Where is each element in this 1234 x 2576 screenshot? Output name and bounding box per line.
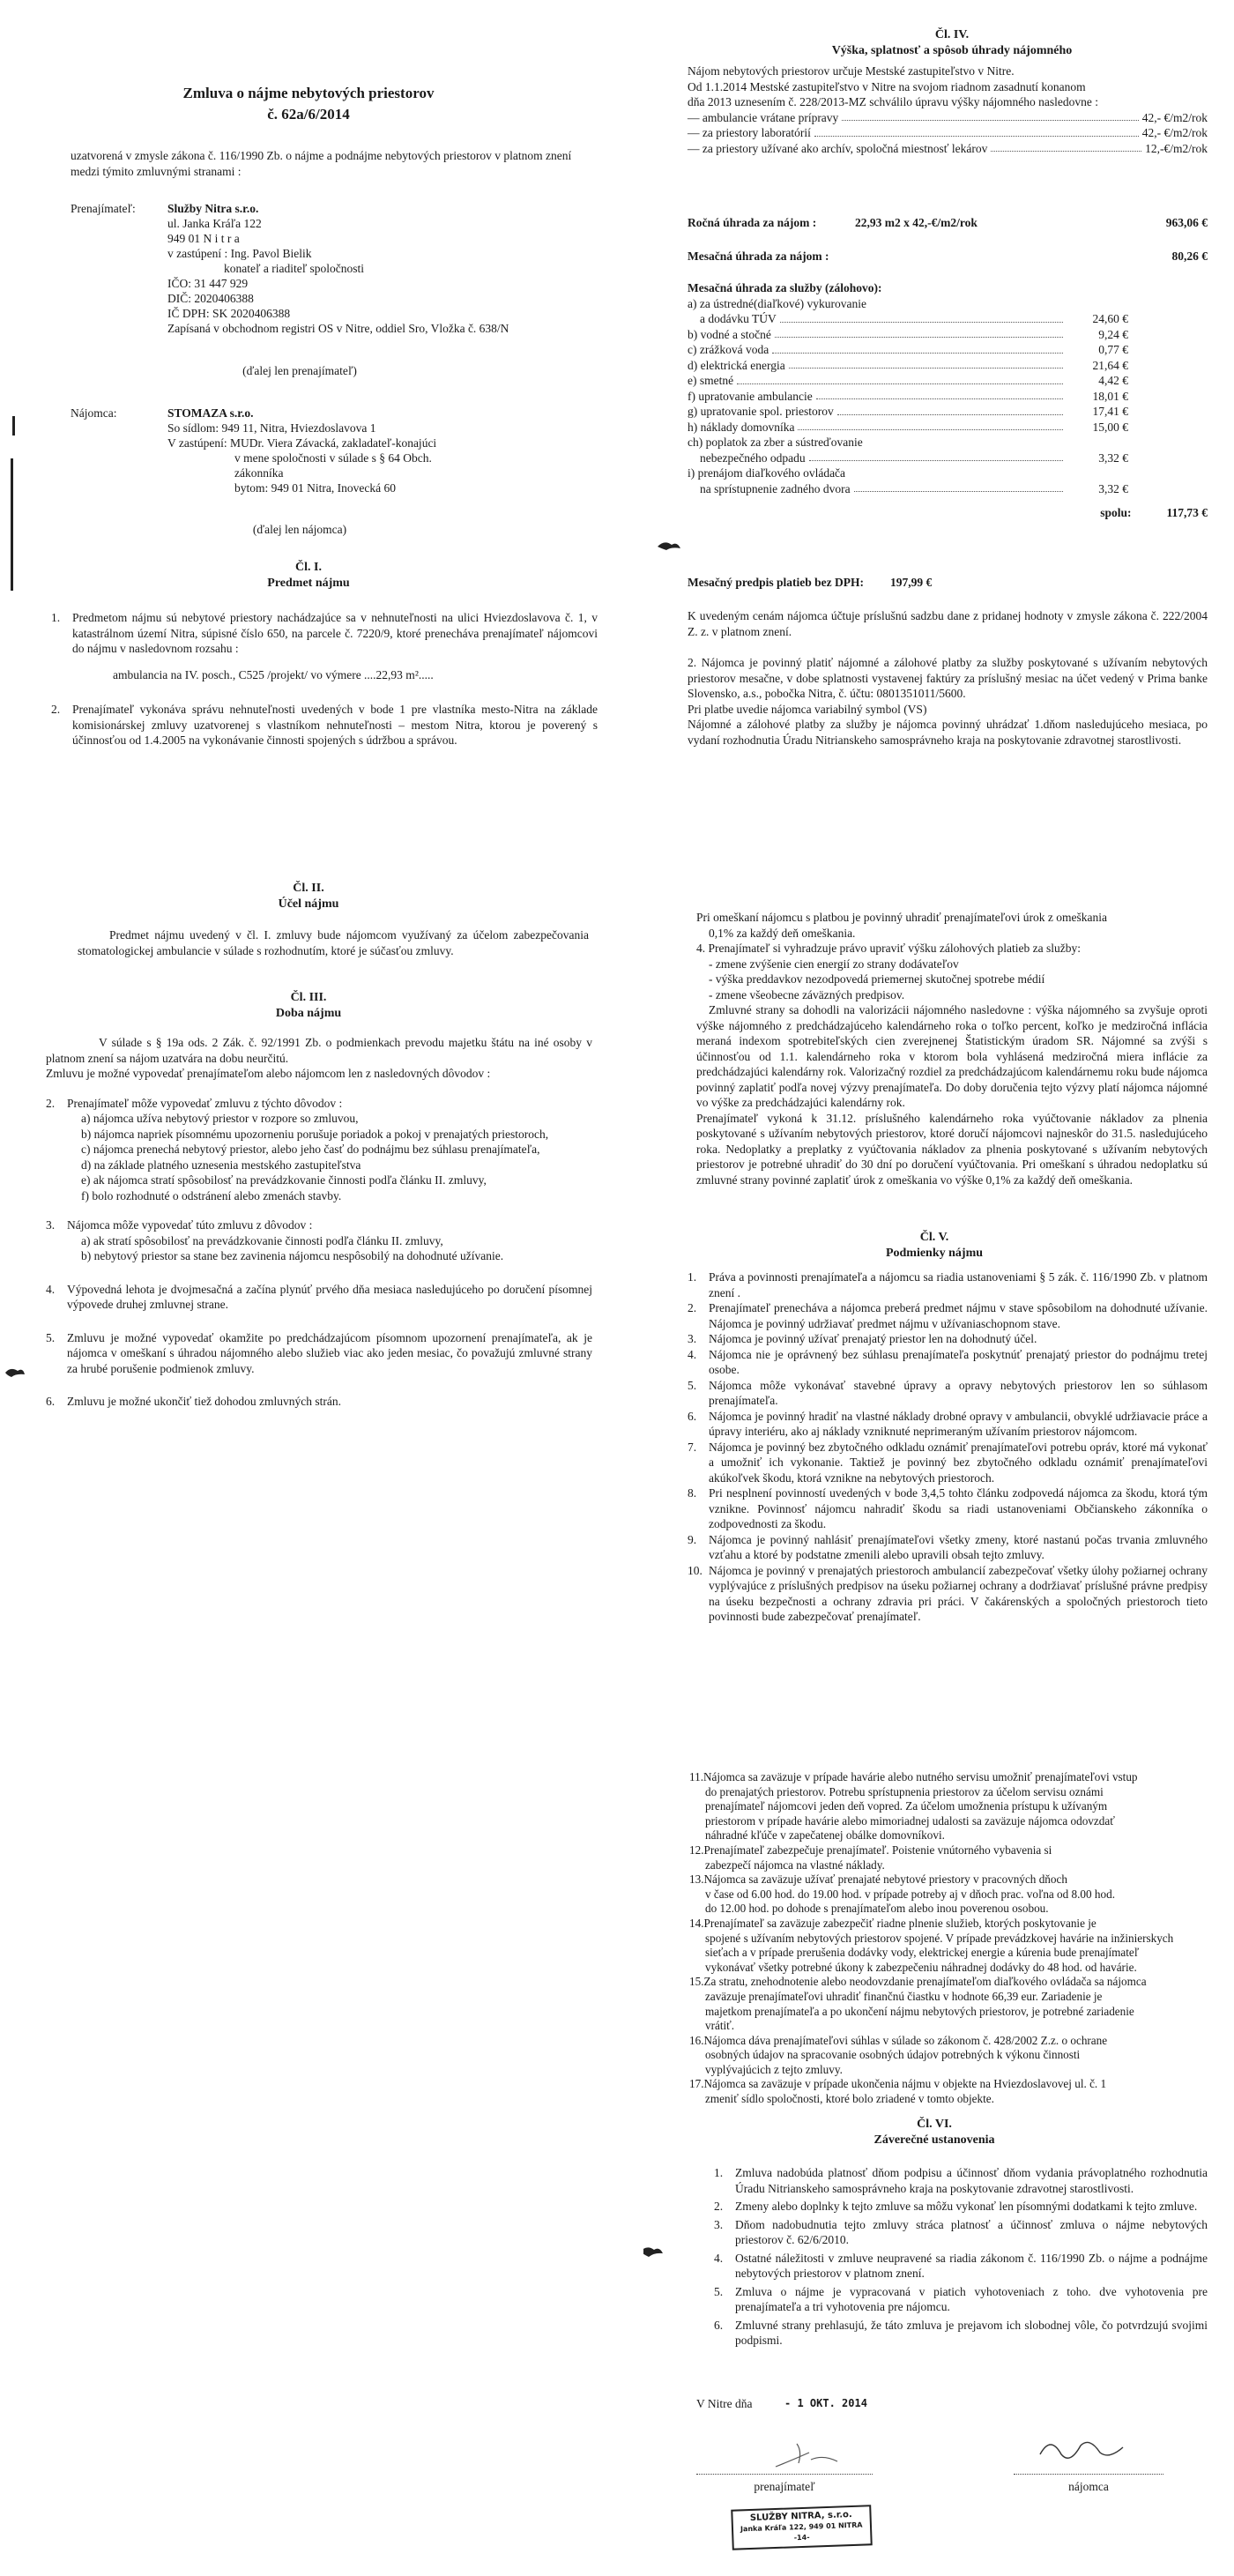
service-row [688, 358, 1128, 374]
page-5 [643, 1728, 1234, 2576]
article-5-item: 1. Práva a povinnosti prenajímateľa a nájomcu sa riadia ustanoveniami § 5 zák. č. 116/1990 Zb. v platnom znení . [688, 1270, 1208, 1299]
service-value: 17,41 € [1092, 405, 1128, 418]
monthly-dph-value: 197,99 € [890, 576, 933, 589]
payment-adjustment-block [696, 910, 1208, 1187]
article-6-item-text: Zmluva o nájme je vypracovaná v piatich vyhotoveniach z toho. dve vyhotovenia pre prenajímateľa a tri vyhotovenia pre nájomcu. [735, 2284, 1208, 2313]
article-6-item: 6. Zmluvné strany prehlasujú, že táto zmluva je prejavom ich slobodnej vôle, čo potvrdzujú svojimi podpismi. [714, 2318, 1208, 2347]
services-title: Mesačná úhrada za služby (zálohovo): [688, 281, 882, 294]
rates-block [688, 63, 1208, 156]
article-6-title: Záverečné ustanovenia [873, 2133, 995, 2147]
tenant-line: v mene spoločnosti v súlade s § 64 Obch. [234, 451, 432, 465]
service-row [688, 373, 1128, 389]
service-row [688, 404, 1128, 420]
rate-label: — ambulancie vrátane prípravy [688, 110, 839, 124]
obligation-line: 13.Nájomca sa zaväzuje užívať prenajaté nebytové priestory v pracovných dňoch [689, 1872, 1067, 1887]
payment-paragraph: 2. Nájomca je povinný platiť nájomné a zálohové platby za služby poskytované s užívaním nebytových priestorov mesačne, v dobe splatnosti vystavenej faktúry za príslušný mesiac na účet vedený v Prima banke Slovensko, a.s., pobočka Nitra, č. účtu: 0801351011/5600. [688, 656, 1208, 700]
article-6-list [714, 2165, 1208, 2351]
monthly-payment-row [688, 249, 1208, 264]
article-5-item: 8. Pri nesplnení povinností uvedených v bode 3,4,5 tohto článku zodpovedá nájomca za škodu, ktorá tým vznikne. Povinnosť nájomcu nahradiť škodu sa riadi ustanoveniami Občianskeho zákonníka o zodpovednosti za škodu. [688, 1486, 1208, 1530]
reason-item: a) ak stratí spôsobilosť na prevádzkovanie činnosti podľa článku II. zmluvy, [81, 1233, 443, 1247]
article-5-item: 9. Nájomca je povinný nahlásiť prenajímateľovi všetky zmeny, ktoré nastanú počas trvania zmluvného vzťahu a ktoré by podstatne zmenili alebo upravili obsah tejto zmluvy. [688, 1532, 1208, 1561]
obligation-line: 17.Nájomca sa zaväzuje v prípade ukončenia nájmu v objekte na Hviezdoslavovej ul. č. 1 [689, 2077, 1107, 2091]
service-row [688, 296, 1128, 312]
service-label: na sprístupnenie zadného dvora [700, 481, 851, 495]
reason-item: f) bolo rozhodnuté o odstránení alebo zmenách stavby. [81, 1188, 342, 1202]
obligation-line: vrátiť. [705, 2019, 735, 2033]
reason-item: b) nebytový priestor sa stane bez zavinenia nájomcu nespôsobilý na dohodnuté užívanie. [81, 1249, 504, 1262]
signing-place: V Nitre dňa [696, 2397, 753, 2410]
landlord-line: IČ DPH: SK 2020406388 [167, 307, 291, 320]
obligation-line: zaväzuje prenajímateľovi uhradiť finančnú čiastku v hodnote 66,39 eur. Zariadenie je [705, 1989, 1103, 2003]
service-value: 24,60 € [1092, 312, 1128, 325]
article-6-item: 1. Zmluva nadobúda platnosť dňom podpisu a účinnosť dňom vydania právoplatného rozhodnutia Úradu Nitrianskeho samosprávneho kraja na poskytovanie zdravotnej starostlivosti. [714, 2166, 1208, 2195]
landlord-line: IČO: 31 447 929 [167, 277, 249, 290]
tenant-line: zákonníka [234, 466, 284, 480]
reason-item: d) na základe platného uznesenia mestského zastupiteľstva [81, 1158, 361, 1172]
obligation-line: náhradné kľúče v zapečatenej obálke domovníkovi. [705, 1828, 945, 1843]
article-6-item-text: Zmluvné strany prehlasujú, že táto zmluva je prejavom ich slobodnej vôle, čo potvrdzujú svojimi podpismi. [735, 2318, 1208, 2347]
service-label: a dodávku TÚV [700, 312, 777, 325]
service-value: 9,24 € [1098, 327, 1128, 341]
service-label: a) za ústredné(diaľkové) vykurovanie [688, 296, 867, 310]
tenant-obligations-continued [689, 1770, 1209, 2107]
obligation-line: vyplývajúcich z tejto zmluvy. [705, 2062, 843, 2076]
article-5-number: Čl. V. [919, 1231, 949, 1244]
article-5-item-text: Nájomca je povinný hradiť na vlastné náklady drobné opravy v ambulancii, obvyklé udržiavacie práce a úpravy interiéru, ako aj náklady vzniknuté neprimeraným užívaním priestorov nájomcom. [709, 1409, 1208, 1438]
article-5-item: 7. Nájomca je povinný bez zbytočného odkladu oznámiť prenajímateľovi potrebu opráv, ktoré má vykonať a umožniť ich vykonanie. Taktiež je povinný bez zbytočného odkladu oznámiť prenajímateľovi akúkoľvek škodu, ktorá vznikne na nebytových priestoroch. [688, 1440, 1208, 1485]
page-4 [643, 846, 1234, 1710]
service-row [688, 342, 1128, 358]
service-value: 4,42 € [1098, 374, 1128, 387]
obligation-line: osobných údajov na spracovanie osobných údajov potrebných k výkonu činnosti [705, 2048, 1081, 2062]
article-3-par-5: Zmluvu je možné vypovedať okamžite po predchádzajúcom písomnom upozornení prenajímateľa, ak je nájomca v omeškaní s úhradou nájomného alebo služieb viac ako jeden mesiac, čo považujú zmluvné strany za hrubé porušenie podmienok zmluvy. [67, 1330, 592, 1375]
article-6-item: 2. Zmeny alebo doplnky k tejto zmluve sa môžu vykonať len písomnými dodatkami k tejto zmluve. [714, 2199, 1208, 2215]
article-6-number: Čl. VI. [917, 2118, 952, 2131]
adjustment-line: - zmene zvýšenie cien energií zo strany dodávateľov [709, 957, 959, 971]
rate-label: — za priestory laboratórií [688, 126, 811, 139]
service-label: b) vodné a stočné [688, 327, 771, 341]
valorization-paragraph: Zmluvné strany sa dohodli na valorizácii nájomného nasledovne : výška nájomného sa zvyšuje oproti výške nájomného z predchádzajúceho kalendárneho roka o toľko percent, koľko je medziročná inflácia meraná indexom spotrebiteľských cien zverejnenej Štatistickým úradom SR. Nájomné sa zvýši s účinnosťou od 1.1. kalendárneho roka v ktorom bola vyhlásená medziročná miera inflácie za predchádzajúci kalendárny rok. Valorizačný rozdiel za predchádzajúcom kalendárnemu roku bude nájomca povinný zaplatiť podľa novej výzvy prenajímateľa. Do doby doručenia tejto výzvy platí nájomca nájomné vo výške za predchádzajúci kalendárny rok. [696, 1003, 1208, 1109]
monthly-label: Mesačná úhrada za nájom : [688, 249, 829, 263]
service-label: f) upratovanie ambulancie [688, 389, 813, 403]
tenant-label: Nájomca: [71, 406, 117, 420]
landlord-name: Služby Nitra s.r.o. [167, 202, 259, 215]
company-stamp [731, 2505, 872, 2550]
service-label: d) elektrická energia [688, 358, 785, 372]
rate-value: 42,- €/m2/rok [1141, 110, 1208, 124]
article-2-number: Čl. II. [293, 882, 324, 895]
stamp-line: Janka Kráľa 122, 949 01 NITRA [740, 2520, 863, 2534]
tenant-line: bytom: 949 01 Nitra, Inovecká 60 [234, 481, 396, 495]
article-1-number: Čl. I. [295, 561, 322, 574]
service-label: nebezpečného odpadu [700, 450, 806, 465]
obligation-line: spojené s užívaním nebytových priestorov spojené. V prípade prevádzkovej havárie na inžinierskych [705, 1931, 1174, 1945]
service-label: i) prenájom diaľkového ovládača [688, 466, 846, 480]
stamp-line: SLUŽBY NITRA, s.r.o. [749, 2509, 852, 2524]
rates-intro-line: dňa 2013 uznesením č. 228/2013-MZ schválilo úpravu výšky nájomného nasledovne : [688, 95, 1099, 108]
adjustment-line: - výška preddavkov nezodpovedá priemernej skutočnej spotrebe médií [709, 972, 1045, 986]
reason-item: c) nájomca prenechá nebytový priestor, alebo jeho časť do podnájmu bez súhlasu prenajímateľa, [81, 1143, 540, 1156]
service-row [688, 420, 1128, 436]
service-value: 15,00 € [1092, 420, 1128, 434]
service-label: h) náklady domovníka [688, 420, 795, 434]
obligation-line: 14.Prenajímateľ sa zaväzuje zabezpečiť riadne plnenie služieb, ktorých poskytovanie je [689, 1916, 1096, 1930]
service-value [1067, 296, 1128, 312]
rates-intro-line: Od 1.1.2014 Mestské zastupiteľstvo v Nitre na svojom riadnom zasadnutí konanom [688, 79, 1086, 93]
rate-value: 12,-€/m2/rok [1145, 141, 1208, 155]
article-5-item: 3. Nájomca je povinný užívať prenajatý priestor len na dohodnutý účel. [688, 1331, 1208, 1347]
article-5-title: Podmienky nájmu [885, 1247, 984, 1260]
adjustment-line: Pri omeškaní nájomcu s platbou je povinný uhradiť prenajímateľovi úrok z omeškania [696, 911, 1108, 924]
tenant-signature [1031, 2430, 1137, 2474]
annual-label: Ročná úhrada za nájom : [688, 216, 817, 229]
service-value: 18,01 € [1092, 389, 1128, 403]
service-row [688, 327, 1128, 343]
stamp-line: -14- [793, 2533, 810, 2542]
article-2-text: Predmet nájmu uvedený v čl. I. zmluvy bude nájomcom využívaný za účelom zabezpečovania stomatologickej ambulancie v súlade s rozhodnutím, ktoré je súčasťou zmluvy. [78, 928, 589, 957]
landlord-line: DIČ: 2020406388 [167, 292, 254, 305]
dph-paragraph: K uvedeným cenám nájomca účtuje príslušnú sadzbu dane z pridanej hodnoty v zmysle zákona č. 222/2004 Z. z. v platnom znení. [688, 609, 1208, 638]
article-5-item: 10. Nájomca je povinný v prenajatých priestoroch ambulancií zabezpečovať všetky úlohy požiarnej ochrany vyplývajúce z príslušných predpisov na úseku požiarnej ochrany a dodržiavať príslušné právne predpisy na úseku bezpečnosti a ochrany zdravia pri práci. V čakárenských a spoločných priestoroch tieto povinnosti bude zabezpečovať prenajímateľ. [688, 1563, 1208, 1623]
obligation-line: 12.Prenajímateľ zabezpečuje prenajímateľ. Poistenie vnútorného vybavenia si [689, 1843, 1052, 1857]
tenant-line: So sídlom: 949 11, Nitra, Hviezdoslavova 1 [167, 421, 376, 435]
scan-blot-icon [656, 540, 682, 552]
article-4-title: Výška, splatnosť a spôsob úhrady nájomného [831, 44, 1073, 57]
contract-number: č. 62a/6/2014 [267, 106, 350, 123]
article-6-item-text: Dňom nadobudnutia tejto zmluvy stráca platnosť a účinnosť zmluva o nájme nebytových priestorov č. 62/6/2010. [735, 2217, 1208, 2246]
article-1-par-2: Prenajímateľ vykonáva správu nehnuteľnosti uvedených v bode 1 pre vlastníka mesto-Nitra na základe komisionárskej zmluvy uzatvorenej s vlastníkom nehnuteľnosti – mestom Nitra, ktorou je poverený s účinnosťou od 1.4.2005 na vykonávanie činnosti spojených s údržbou a správou. [72, 703, 598, 747]
settlement-paragraph: Prenajímateľ vykoná k 31.12. príslušného kalendárneho roka vyúčtovanie nákladov za plnenia poskytované s užívaním nebytových priestorov, ktoré doručí nájomcovi najneskôr do 31.5. nasledujúceho roka. Nedoplatky a preplatky z vyúčtovania nákladov za plnenia poskytované s užívaním nebytových priestorov je potrebné uhradiť do 30 dní po doručení vyúčtovania. Pri omeškaní s úhradou nedoplatku sú zmluvné strany povinné zaplatiť úrok z omeškania vo výške 0,1% za každý deň omeškania. [696, 1111, 1208, 1187]
obligation-line: 11.Nájomca sa zaväzuje v prípade havárie alebo nutného servisu umožniť prenajímateľovi vstup [689, 1770, 1138, 1783]
obligation-line: majetkom prenajímateľa a po ukončení nájmu nebytových priestorov, je potrebné zariadenie [705, 2004, 1134, 2018]
service-value [1067, 465, 1128, 481]
service-label: e) smetné [688, 374, 734, 387]
article-6-item-text: Ostatné náležitosti v zmluve neupravené sa riadia zákonom č. 116/1990 Zb. o nájme a podnájme nebytových priestorov v platnom znení. [735, 2251, 1208, 2280]
article-1-body: 1. Predmetom nájmu sú nebytové priestory nachádzajúce sa v nehnuteľnosti na ulici Hviezdoslavova č. 1, v katastrálnom území Nitra, súpisné číslo 650, na parcele č. 7220/9, ktoré prenecháva prenajímateľ nájomcovi do nájmu v nasledovnom rozsahu : ambulancia na IV. posch., C525 /projekt/ vo výmere ....22,93 m²..... 2. Prenajímateľ vykonáva správu nehnuteľnosti uvedených v bode 1 pre vlastníka mesto-Nitra na základe komisionárskej zmluvy uzatvorenej s vlastníkom nehnuteľnosti – mestom Nitra, ktorou je poverený s účinnosťou od 1.4.2005 na vykonávanie činnosti spojených s údržbou a správou. [51, 611, 598, 747]
variable-symbol-line: Pri platbe uvedie nájomca variabilný symbol (VS) [688, 702, 927, 716]
rate-value: 42,- €/m2/rok [1141, 126, 1208, 139]
scan-blot-icon [643, 2245, 665, 2259]
landlord-signature [758, 2433, 864, 2477]
obligation-line: zmeniť sídlo spoločnosti, ktoré bolo zriadené v tomto objekte. [705, 2092, 994, 2106]
article-1-title: Predmet nájmu [267, 577, 350, 590]
obligation-line: v čase od 6.00 hod. do 19.00 hod. v prípade potreby aj v dňoch prac. voľna od 8.00 hod. [705, 1887, 1115, 1901]
landlord-signature-line [696, 2474, 873, 2475]
page-2 [643, 0, 1234, 829]
services-total-value: 117,73 € [1166, 506, 1208, 519]
services-list [688, 296, 1128, 497]
service-row [688, 389, 1128, 405]
article-5-item-text: Nájomca nie je oprávnený bez súhlasu prenajímateľa poskytnúť prenajatý priestor do podnájmu tretej osobe. [709, 1347, 1208, 1376]
service-value [1067, 435, 1128, 450]
adjustment-line: - zmene všeobecne záväzných predpisov. [709, 987, 905, 1001]
tenant-line: V zastúpení: MUDr. Viera Závacká, zakladateľ-konajúci [167, 436, 437, 450]
article-3-par-2: Prenajímateľ môže vypovedať zmluvu z týchto dôvodov : [67, 1096, 343, 1110]
tenant-signature-label: nájomca [1068, 2480, 1109, 2493]
landlord-label: Prenajímateľ: [71, 202, 136, 215]
landlord-line: Zapísaná v obchodnom registri OS v Nitre, oddiel Sro, Vložka č. 638/N [167, 322, 509, 335]
services-block [688, 280, 1208, 521]
article-3-par-1: V súlade s § 19a ods. 2 Zák. č. 92/1991 Zb. o podmienkach prevodu majetku štátu na iné osoby v platnom znení sa nájom uzatvára na dobu neurčitú. [46, 1036, 592, 1065]
obligation-line: priestorom v prípade havárie alebo mimoriadnej udalosti sa zaväzuje nájomca odovzdať [705, 1813, 1115, 1828]
service-row [688, 450, 1128, 466]
article-5-list [688, 1269, 1208, 1625]
margin-scan-mark [12, 416, 15, 436]
article-5-item-text: Nájomca je povinný užívať prenajatý priestor len na dohodnutý účel. [709, 1332, 1037, 1345]
landlord-line: 949 01 N i t r a [167, 232, 240, 245]
service-value: 3,32 € [1098, 481, 1128, 495]
article-5-item-text: Nájomca je povinný bez zbytočného odkladu oznámiť prenajímateľovi potrebu opráv, ktoré má vykonať a umožniť ich vykonanie. Taktiež je povinný bez zbytočného odkladu oznámiť prenajímateľovi akúkoľvek škodu, ktorá vznikne na nebytových priestoroch. [709, 1440, 1208, 1485]
payment-due-paragraph: Nájomné a zálohové platby za služby je nájomca povinný uhrádzať 1.dňom nasledujúceho mesiaca, po vydaní rozhodnutia Úradu Nitrianskeho samosprávneho kraja na poskytovanie zdravotnej starostlivosti. [688, 718, 1208, 747]
tenant-block [71, 406, 599, 495]
article-5-item: 5. Nájomca môže vykonávať stavebné úpravy a opravy nebytových priestorov len so súhlasom prenajímateľa. [688, 1378, 1208, 1407]
page-3 [0, 846, 617, 1710]
article-5-item: 4. Nájomca nie je oprávnený bez súhlasu prenajímateľa poskytnúť prenajatý priestor do podnájmu tretej osobe. [688, 1347, 1208, 1376]
landlord-line: konateľ a riaditeľ spoločnosti [224, 262, 365, 275]
service-label: ch) poplatok za zber a sústreďovanie [688, 436, 863, 449]
scan-blot-icon [4, 1366, 26, 1379]
article-5-item-text: Nájomca môže vykonávať stavebné úpravy a opravy nebytových priestorov len so súhlasom prenajímateľa. [709, 1378, 1208, 1407]
article-1-item: ambulancia na IV. posch., C525 /projekt/ vo výmere ....22,93 m²..... [113, 667, 434, 681]
landlord-short: (ďalej len prenajímateľ) [242, 364, 357, 377]
obligation-line: 15.Za stratu, znehodnotenie alebo neodovzdanie prenajímateľom diaľkového ovládača sa nájomca [689, 1975, 1147, 1989]
termination-reasons-tenant [46, 1233, 592, 1264]
rates-intro-line: Nájom nebytových priestorov určuje Mestské zastupiteľstvo v Nitre. [688, 64, 1015, 78]
rate-label: — za priestory užívané ako archív, spoločná miestnosť lekárov [688, 141, 988, 155]
signing-place-date [696, 2396, 1049, 2412]
article-6-item: 3. Dňom nadobudnutia tejto zmluvy stráca platnosť a účinnosť zmluva o nájme nebytových priestorov č. 62/6/2010. [714, 2217, 1208, 2246]
page-1 [0, 0, 617, 829]
service-value: 21,64 € [1092, 358, 1128, 372]
service-row [688, 465, 1128, 481]
article-6-item-text: Zmeny alebo doplnky k tejto zmluve sa môžu vykonať len písomnými dodatkami k tejto zmluve. [735, 2200, 1198, 2213]
service-value: 3,32 € [1098, 450, 1128, 465]
service-row [688, 481, 1128, 497]
service-label: c) zrážková voda [688, 343, 769, 356]
obligation-line: prenajímateľ nájomcovi jeden deň vopred. Za účelom umožnenia prístupu k užívaným [705, 1799, 1108, 1813]
article-3-par-1b: Zmluvu je možné vypovedať prenajímateľom alebo nájomcom len z nasledovných dôvodov : [46, 1067, 491, 1080]
landlord-signature-label: prenajímateľ [754, 2480, 815, 2493]
obligation-line: vykonávať všetky potrebné úkony k zabezpečeniu náhradnej dodávky do 48 hod. od havárie. [705, 1960, 1137, 1974]
article-6-item: 4. Ostatné náležitosti v zmluve neupravené sa riadia zákonom č. 116/1990 Zb. o nájme a podnájme nebytových priestorov v platnom znení. [714, 2251, 1208, 2280]
reason-item: b) nájomca napriek písomnému upozorneniu porušuje poriadok a pokoj v prenajatých priestoroch, [81, 1127, 549, 1141]
payment-terms [688, 608, 1208, 748]
article-1-par-1: Predmetom nájmu sú nebytové priestory nachádzajúce sa v nehnuteľnosti na ulici Hviezdoslavova č. 1, v katastrálnom území Nitra, súpisné číslo 650, na parcele č. 7220/9, ktoré prenecháva prenajímateľ nájomcovi do nájmu v nasledovnom rozsahu : [72, 611, 598, 655]
article-3-par-4: Výpovedná lehota je dvojmesačná a začína plynúť prvého dňa mesiaca nasledujúceho po doručení písomnej výpovede druhej zmluvnej strane. [67, 1282, 592, 1311]
intro-text: uzatvorená v zmysle zákona č. 116/1990 Zb. o nájme a podnájme nebytových priestorov v platnom znení medzi týmito zmluvnými stranami : [71, 149, 572, 178]
article-3-par-6: Zmluvu je možné ukončiť tiež dohodou zmluvných strán. [67, 1395, 341, 1408]
service-label: g) upratovanie spol. priestorov [688, 405, 834, 418]
tenant-name: STOMAZA s.r.o. [167, 406, 254, 420]
article-5-item-text: Nájomca je povinný nahlásiť prenajímateľovi všetky zmeny, ktoré nastanú počas trvania zmluvného vzťahu a ktoré by podstatne zmenili alebo upravili obsah tejto zmluvy. [709, 1532, 1208, 1561]
article-5-item: 2. Prenajímateľ prenecháva a nájomca preberá predmet nájmu v stave spôsobilom na dohodnuté užívanie. Nájomca je povinný udržiavať predmet nájmu v užívaniaschopnom stave. [688, 1301, 1208, 1330]
article-4-number: Čl. IV. [934, 28, 970, 41]
landlord-line: v zastúpení : Ing. Pavol Bielik [167, 247, 312, 260]
reason-item: e) ak nájomca stratí spôsobilosť na prevádzkovanie činnosti podľa článku II. zmluvy, [81, 1173, 487, 1187]
article-5-item-text: Práva a povinnosti prenajímateľa a nájomcu sa riadia ustanoveniami § 5 zák. č. 116/1990 Zb. v platnom znení . [709, 1270, 1208, 1299]
service-value: 0,77 € [1098, 343, 1128, 356]
adjustment-line: 4. Prenajímateľ si vyhradzuje právo upraviť výšku zálohových platieb za služby: [696, 942, 1082, 955]
landlord-block [71, 201, 599, 336]
services-total-label: spolu: [1100, 506, 1132, 519]
obligation-line: do prenajatých priestorov. Potrebu sprístupnenia priestorov za účelom servisu oznámi [705, 1784, 1104, 1798]
article-3-body: V súlade s § 19a ods. 2 Zák. č. 92/1991 Zb. o podmienkach prevodu majetku štátu na iné osoby v platnom znení sa nájom uzatvára na dobu neurčitú. Zmluvu je možné vypovedať prenajímateľom alebo nájomcom len z nasledovných dôvodov : 2. Prenajímateľ môže vypovedať zmluvu z týchto dôvodov : a) nájomca užíva nebytový priestor v rozpore so zmluvou, b) nájomca napriek písomnému upozorneniu porušuje poriadok a pokoj v prenajatých priestoroch, c) nájomca prenechá nebytový priestor, alebo jeho časť do podnájmu bez súhlasu prenajímateľa, d) na základe platného uznesenia mestského zastupiteľstva e) ak nájomca stratí spôsobilosť na prevádzkovanie činnosti podľa článku II. zmluvy, f) bolo rozhodnuté o odstránení alebo zmenách stavby. 3. Nájomca môže vypovedať túto zmluvu z dôvodov : a) ak stratí spôsobilosť na prevádzkovanie činnosti podľa článku II. zmluvy, b) nebytový priestor sa stane bez zavinenia nájomcu nespôsobilý na dohodnuté užívanie. 4. Výpovedná lehota je dvojmesačná a začína plynúť prvého dňa mesiaca nasledujúceho po doručení písomnej výpovede druhej zmluvnej strane. 5. Zmluvu je možné vypovedať okamžite po predchádzajúcom písomnom upozornení prenajímateľa, ak je nájomca v omeškaní s úhradou nájomného alebo služieb viac ako jeden mesiac, čo považujú zmluvné strany za hrubé porušenie podmienok zmluvy. 6. Zmluvu je možné ukončiť tiež dohodou zmluvných strán. [46, 1036, 592, 1408]
article-5-item: 6. Nájomca je povinný hradiť na vlastné náklady drobné opravy v ambulancii, obvyklé udržiavacie práce a úpravy interiéru, ako aj náklady vzniknuté neprimeraným užívaním priestorov nájomcom. [688, 1409, 1208, 1438]
contract-title: Zmluva o nájme nebytových priestorov [182, 85, 435, 101]
monthly-dph-label: Mesačný predpis platieb bez DPH: [688, 576, 864, 589]
tenant-details [167, 406, 436, 495]
article-3-par-3: Nájomca môže vypovedať túto zmluvu z dôvodov : [67, 1218, 313, 1232]
tenant-short: (ďalej len nájomca) [252, 523, 347, 536]
article-5-item-text: Nájomca je povinný v prenajatých priestoroch ambulancií zabezpečovať všetky úlohy požiarnej ochrany vyplývajúce z príslušných predpisov na úseku požiarnej ochrany a dodržiavať príslušné právne predpisy na úseku bezpečnosti a ochrany zdravia pri práci. V čakárenských a spoločných priestoroch tieto povinnosti bude zabezpečovať prenajímateľ. [709, 1563, 1208, 1623]
landlord-details [167, 201, 509, 336]
article-6-item: 5. Zmluva o nájme je vypracovaná v piatich vyhotoveniach z toho. dve vyhotovenia pre prenajímateľa a tri vyhotovenia pre nájomcu. [714, 2284, 1208, 2313]
article-6-item-text: Zmluva nadobúda platnosť dňom podpisu a účinnosť dňom vydania právoplatného rozhodnutia Úradu Nitrianskeho samosprávneho kraja na poskytovanie zdravotnej starostlivosti. [735, 2166, 1208, 2195]
annual-payment-row [688, 215, 1208, 231]
obligation-line: sieťach a v prípade prerušenia dodávky vody, elektrickej energie a kúrenia bude prenajímateľ [705, 1946, 1140, 1960]
annual-value: 963,06 € [1165, 216, 1208, 229]
article-5-item-text: Prenajímateľ prenecháva a nájomca preberá predmet nájmu v stave spôsobilom na dohodnuté užívanie. Nájomca je povinný udržiavať predmet nájmu v užívaniaschopnom stave. [709, 1301, 1208, 1330]
obligation-line: 16.Nájomca dáva prenajímateľovi súhlas v súlade so zákonom č. 428/2002 Z.z. o ochrane [689, 2033, 1108, 2047]
article-2-title: Účel nájmu [278, 897, 339, 911]
service-row [688, 311, 1128, 327]
article-3-title: Doba nájmu [275, 1007, 342, 1020]
signing-date-stamp: - 1 OKT. 2014 [784, 2397, 867, 2409]
landlord-line: ul. Janka Kráľa 122 [167, 217, 262, 230]
service-row [688, 435, 1128, 450]
obligation-line: do 12.00 hod. po dohode s prenajímateľom alebo inou poverenou osobou. [705, 1902, 1049, 1916]
adjustment-line: 0,1% za každý deň omeškania. [709, 926, 856, 940]
monthly-value: 80,26 € [1171, 249, 1208, 263]
article-5-item-text: Pri nesplnení povinností uvedených v bode 3,4,5 tohto článku zodpovedá nájomca za škodu, ktorá tým vznikne. Povinnosť nájomcu nahradiť škodu sa riadi ustanoveniami Občianskeho zákonníka o zodpovednosti za škodu. [709, 1486, 1208, 1530]
termination-reasons-landlord [46, 1111, 592, 1203]
services-total-row [688, 505, 1208, 521]
margin-scan-mark [11, 458, 13, 591]
annual-calc: 22,93 m2 x 42,-€/m2/rok [855, 216, 978, 229]
tenant-signature-line [1014, 2474, 1163, 2475]
article-3-number: Čl. III. [290, 991, 327, 1004]
reason-item: a) nájomca užíva nebytový priestor v rozpore so zmluvou, [81, 1112, 359, 1125]
obligation-line: zabezpečí nájomca na vlastné náklady. [705, 1858, 885, 1872]
monthly-dph-row [688, 575, 1208, 591]
